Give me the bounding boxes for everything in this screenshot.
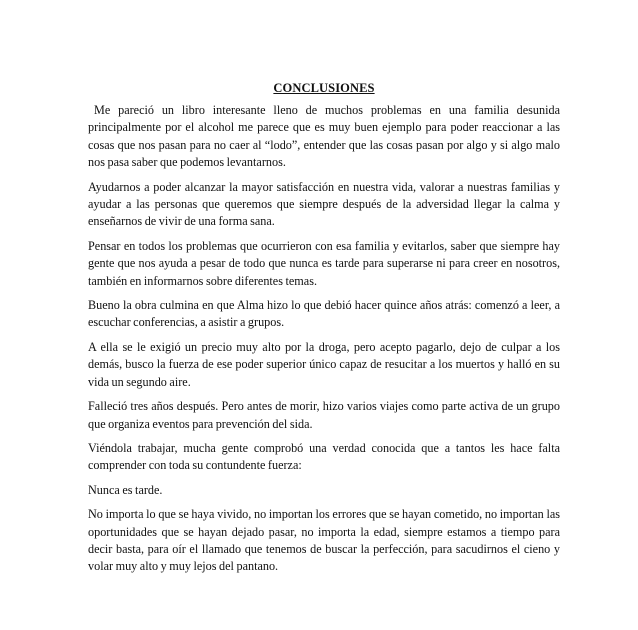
paragraph-3: Pensar en todos los problemas que ocurrieron con esa familia y evitarlos, saber que siempre hay gente que nos ayuda a pesar de todo que nunca es tarde para superarse ni para creer en nosotros, también en informarnos sobre diferentes temas. — [88, 238, 560, 288]
document-page — [88, 80, 560, 583]
paragraph-1: Me pareció un libro interesante lleno de muchos problemas en una familia desunida principalmente por el alcohol me parece que es muy buen ejemplo para poder reaccionar a las cosas que nos pasan para no caer al “lodo”, entender que las cosas pasan por algo y si algo malo nos pasa saber que podemos levantarnos. — [88, 103, 560, 170]
paragraph-6: Falleció tres años después. Pero antes de morir, hizo varios viajes como parte activa de un grupo que organiza eventos para prevención del sida. — [88, 399, 560, 431]
paragraph-7: Viéndola trabajar, mucha gente comprobó una verdad conocida que a tantos les hace falta comprender con toda su contundente fuerza: — [88, 440, 560, 473]
paragraph-5: A ella se le exigió un precio muy alto por la droga, pero acepto pagarlo, dejo de culpar a los demás, busco la fuerza de ese poder superior único capaz de resucitar a los muertos y halló en su vida un segundo aire. — [88, 339, 560, 389]
paragraph-8: Nunca es tarde. — [88, 482, 163, 497]
paragraph-9: No importa lo que se haya vivido, no importan los errores que se hayan cometido, no importan las oportunidades que se hayan dejado pasar, no importa la edad, siempre estamos a tiempo para decir basta, para oír el llamado que tenemos de buscar la perfección, para sacudirnos el cieno y volar muy alto y muy lejos del pantano. — [88, 507, 560, 574]
paragraph-4: Bueno la obra culmina en que Alma hizo lo que debió hacer quince años atrás: comenzó a leer, a escuchar conferencias, a asistir a grupos. — [88, 298, 560, 330]
paragraph-2: Ayudarnos a poder alcanzar la mayor satisfacción en nuestra vida, valorar a nuestras familias y ayudar a las personas que queremos que siempre después de la adversidad llegar la calma y enseñarnos de vivir de una forma sana. — [88, 179, 560, 229]
document-title: CONCLUSIONES — [273, 81, 375, 95]
